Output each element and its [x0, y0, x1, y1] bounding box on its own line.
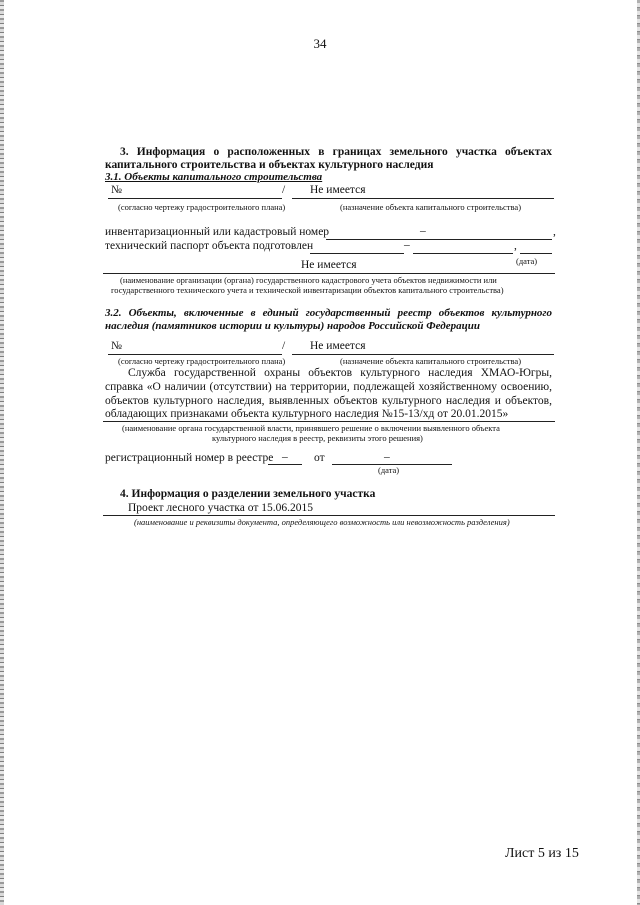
- registry-number-label: регистрационный номер в реестре: [105, 452, 274, 464]
- section4-title: 4. Информация о разделении земельного участка: [120, 488, 376, 500]
- authority-paragraph-line1: Служба государственной охраны объектов культурного наследия ХМАО-Югры,: [128, 367, 552, 379]
- registry-date-dash: –: [384, 451, 390, 463]
- page-number: 34: [313, 36, 327, 51]
- org-caption-line1: (наименование организации (органа) государственного кадастрового учета объектов недвижимости или: [120, 275, 497, 285]
- underline-registry-number: [268, 464, 302, 465]
- registry-date-caption: (дата): [378, 465, 400, 475]
- inventory-comma: ,: [553, 226, 556, 238]
- underline-inventory-number: [326, 239, 552, 240]
- authority-paragraph-line2: справка «О наличии (отсутствии) на территории, подлежащей хозяйственному освоению,: [105, 381, 552, 393]
- tech-passport-comma: ,: [514, 240, 517, 252]
- heritage-slash: /: [282, 340, 286, 352]
- caption-heritage-purpose: (назначение объекта капитального строительства): [340, 356, 522, 366]
- org-value: Не имеется: [301, 259, 357, 271]
- subsection-3-2-title-line2: наследия (памятников истории и культуры) народов Российской Федерации: [105, 320, 480, 332]
- subsection-3-1-title: 3.1. Объекты капитального строительства: [105, 171, 323, 183]
- underline-authority: [103, 421, 555, 422]
- section3-title-line1: 3. Информация о расположенных в границах земельного участка объектах: [120, 146, 552, 158]
- registry-dash: –: [282, 451, 288, 463]
- date-caption: (дата): [516, 256, 538, 266]
- scan-edge-left: [0, 0, 4, 905]
- object-number-label: №: [111, 184, 122, 196]
- section3-title-line2: капитального строительства и объектах культурного наследия: [105, 159, 434, 171]
- tech-passport-dash: –: [404, 239, 410, 251]
- caption-object-purpose: (назначение объекта капитального строительства): [340, 202, 522, 212]
- subsection-3-2-title-line1: 3.2. Объекты, включенные в единый государственный реестр объектов культурного: [105, 307, 552, 319]
- object-slash: /: [282, 184, 286, 196]
- registry-from-label: от: [314, 452, 325, 464]
- underline-tech-passport-org: [310, 253, 404, 254]
- inventory-number-label: инвентаризационный или кадастровый номер: [105, 226, 330, 238]
- heritage-value: Не имеется: [310, 340, 366, 352]
- authority-paragraph-line3: объектов культурного наследия, выявленных объектов культурного наследия и объектов,: [105, 395, 552, 407]
- authority-caption-line2: культурного наследия в реестр, реквизиты этого решения): [212, 433, 423, 443]
- caption-per-drawing-2: (согласно чертежу градостроительного плана): [118, 356, 286, 366]
- org-caption-line2: государственного технического учета и технической инвентаризации объектов капитального строительства): [111, 285, 504, 295]
- caption-per-drawing: (согласно чертежу градостроительного плана): [118, 202, 286, 212]
- inventory-dash: –: [420, 225, 426, 237]
- authority-paragraph-line4: обладающих признаками объекта культурного наследия №15-13/хд от 20.01.2015»: [105, 408, 509, 420]
- object-value: Не имеется: [310, 184, 366, 196]
- heritage-number-label: №: [111, 340, 122, 352]
- sheet-counter: Лист 5 из 15: [505, 846, 579, 861]
- underline-tech-passport-date: [413, 253, 513, 254]
- tech-passport-label: технический паспорт объекта подготовлен: [105, 240, 314, 252]
- underline-object-purpose: [292, 198, 554, 199]
- authority-caption-line1: (наименование органа государственной власти, принявшего решение о включении выявленного объекта: [122, 423, 500, 433]
- underline-heritage-purpose: [292, 354, 554, 355]
- underline-org: [103, 273, 555, 274]
- underline-heritage-number: [108, 354, 282, 355]
- underline-tech-passport-year: [520, 253, 552, 254]
- underline-section4: [103, 515, 555, 516]
- section4-caption: (наименование и реквизиты документа, определяющего возможность или невозможность разделения): [134, 517, 510, 527]
- underline-object-number: [108, 198, 282, 199]
- section4-value: Проект лесного участка от 15.06.2015: [128, 502, 313, 514]
